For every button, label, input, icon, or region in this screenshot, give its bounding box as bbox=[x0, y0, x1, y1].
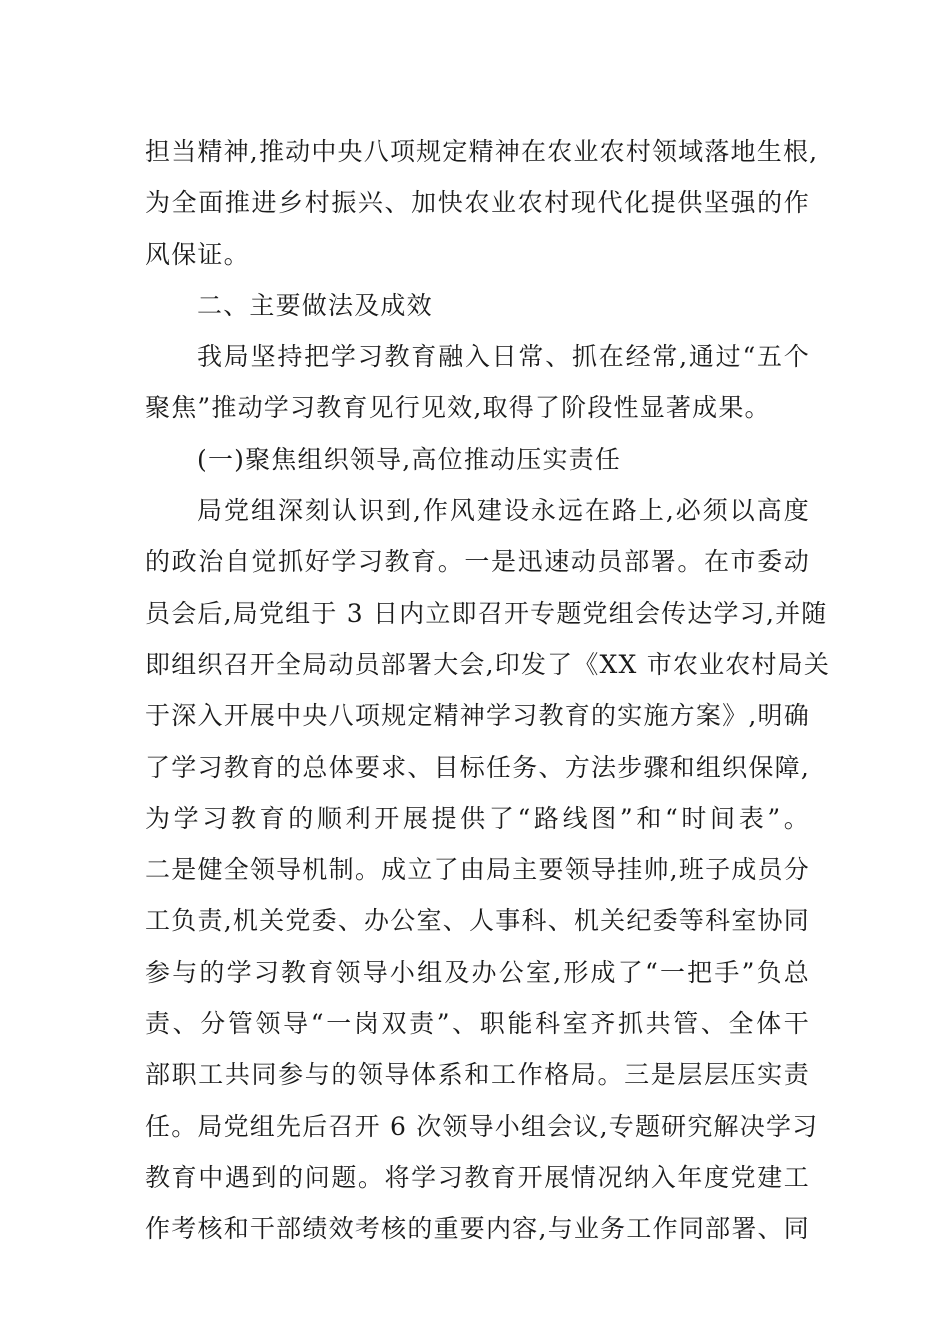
text-line-15: 二是健全领导机制。成立了由局主要领导挂帅,班子成员分 bbox=[145, 855, 810, 885]
text-line-6: 聚焦”推动学习教育见行见效,取得了阶段性显著成果。 bbox=[145, 393, 771, 423]
text-line-14: 为学习教育的顺利开展提供了“路线图”和“时间表”。 bbox=[145, 803, 810, 833]
text-line-19: 部职工共同参与的领导体系和工作格局。三是层层压实责 bbox=[145, 1060, 810, 1090]
text-line-10: 员会后,局党组于 3 日内立即召开专题党组会传达学习,并随 bbox=[145, 598, 828, 628]
text-line-20: 任。局党组先后召开 6 次领导小组会议,专题研究解决学习 bbox=[145, 1111, 819, 1141]
text-line-12: 于深入开展中央八项规定精神学习教育的实施方案》,明确 bbox=[145, 701, 810, 731]
text-line-22: 作考核和干部绩效考核的重要内容,与业务工作同部署、同 bbox=[145, 1214, 810, 1244]
text-line-1: 担当精神,推动中央八项规定精神在农业农村领域落地生根, bbox=[145, 137, 819, 166]
text-line-13: 了学习教育的总体要求、目标任务、方法步骤和组织保障, bbox=[145, 752, 810, 782]
text-line-16: 工负责,机关党委、办公室、人事科、机关纪委等科室协同 bbox=[145, 906, 810, 936]
text-line-18: 责、分管领导“一岗双责”、职能科室齐抓共管、全体干 bbox=[145, 1009, 810, 1039]
text-line-9: 的政治自觉抓好学习教育。一是迅速动员部署。在市委动 bbox=[145, 547, 810, 577]
text-line-5: 我局坚持把学习教育融入日常、抓在经常,通过“五个 bbox=[197, 342, 810, 372]
text-line-21: 教育中遇到的问题。将学习教育开展情况纳入年度党建工 bbox=[145, 1162, 810, 1192]
text-line-17: 参与的学习教育领导小组及办公室,形成了“一把手”负总 bbox=[145, 957, 810, 987]
text-line-8: 局党组深刻认识到,作风建设永远在路上,必须以高度 bbox=[197, 496, 810, 526]
body-text bbox=[145, 126, 831, 1255]
section-heading: 二、主要做法及成效 bbox=[197, 290, 433, 320]
subsection-heading: (一)聚焦组织领导,高位推动压实责任 bbox=[197, 444, 622, 474]
text-line-3: 风保证。 bbox=[145, 239, 250, 269]
text-line-2: 为全面推进乡村振兴、加快农业农村现代化提供坚强的作 bbox=[145, 188, 810, 218]
text-line-11: 即组织召开全局动员部署大会,印发了《XX 市农业农村局关 bbox=[145, 649, 831, 679]
